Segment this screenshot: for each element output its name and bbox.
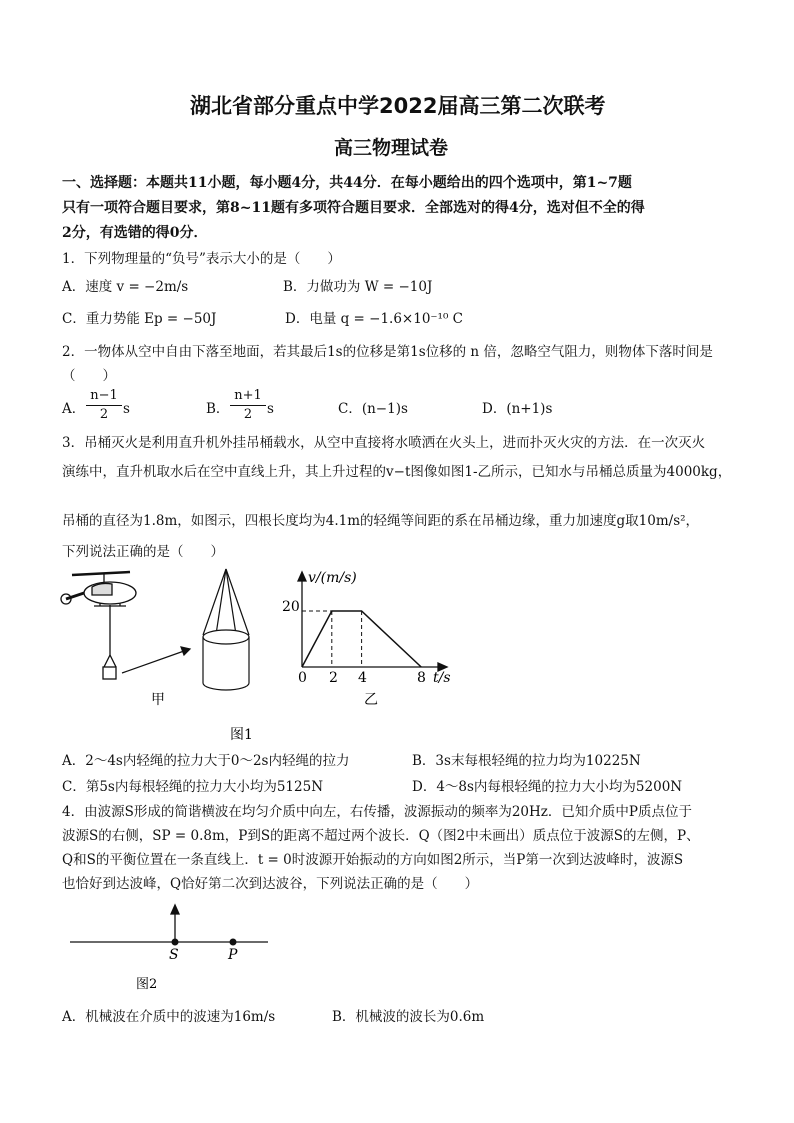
q2-stem-line2: （ ） bbox=[62, 368, 116, 384]
q3-option-d: D．4～8s内每根轻绳的拉力大小均为5200N bbox=[412, 779, 683, 795]
q3-option-c: C．第5s内每根轻绳的拉力大小均为5125N bbox=[62, 779, 324, 795]
fraction-bar bbox=[86, 405, 122, 406]
helicopter-icon bbox=[61, 572, 136, 679]
q3-stem-line3: 吊桶的直径为1.8m，如图示，四根长度均为4.1m的轻绳等间距的系在吊桶边缘，重力加速度g取10m/s²， bbox=[62, 513, 700, 529]
q2-option-d: D．(n+1)s bbox=[482, 401, 553, 417]
figure-1-caption: 图1 bbox=[230, 727, 253, 743]
q4-option-b: B．机械波的波长为0.6m bbox=[332, 1009, 485, 1025]
label-p: P bbox=[228, 947, 238, 963]
vibration-direction-arrow-icon bbox=[171, 905, 179, 942]
arrow-icon bbox=[122, 647, 190, 673]
q2-stem-line1: 2．一物体从空中自由下落至地面，若其最后1s的位移是第1s位移的 n 倍，忽略空气阻力，则物体下落时间是 bbox=[62, 344, 713, 360]
vt-xtick-8: 8 bbox=[417, 670, 426, 686]
q2-option-c: C．(n−1)s bbox=[338, 401, 408, 417]
q2-option-a-unit: s bbox=[123, 401, 130, 417]
q1-stem: 1．下列物理量的“负号”表示大小的是（ ） bbox=[62, 251, 341, 267]
bucket-icon bbox=[203, 569, 249, 690]
section-instruction-2: 只有一项符合题目要求，第8~11题有多项符合题目要求．全部选对的得4分，选对但不全的得 bbox=[62, 200, 645, 216]
q2-option-a-denominator: 2 bbox=[99, 407, 109, 422]
q3-stem-line4: 下列说法正确的是（ ） bbox=[62, 544, 224, 560]
q2-option-a-numerator: n−1 bbox=[90, 388, 118, 403]
q4-stem-line3: Q和S的平衡位置在一条直线上．t = 0时波源开始振动的方向如图2所示，当P第一次到达波峰时，波源S bbox=[62, 852, 684, 868]
q2-option-a-label: A． bbox=[62, 401, 86, 417]
vt-xtick-4: 4 bbox=[358, 670, 367, 686]
figure-2-caption: 图2 bbox=[136, 977, 158, 992]
figure-1 bbox=[0, 565, 794, 765]
label-s: S bbox=[169, 947, 179, 963]
paper-subtitle: 高三物理试卷 bbox=[334, 137, 449, 159]
vt-xlabel: t/s bbox=[433, 670, 451, 686]
vt-dashed-guides bbox=[302, 611, 362, 667]
q4-stem-line2: 波源S的右侧，SP = 0.8m，P到S的距离不超过两个波长．Q（图2中未画出）质点位于波源S的左侧，P、 bbox=[62, 828, 700, 844]
fig-label-yi: 乙 bbox=[364, 692, 378, 708]
q2-option-b-unit: s bbox=[267, 401, 274, 417]
paper-title: 湖北省部分重点中学2022届高三第二次联考 bbox=[190, 94, 606, 118]
fraction-bar bbox=[230, 405, 266, 406]
q4-stem-line4: 也恰好到达波峰，Q恰好第二次到达波谷，下列说法正确的是（ ） bbox=[62, 876, 479, 892]
q3-stem-line1: 3．吊桶灭火是利用直升机外挂吊桶载水，从空中直接将水喷洒在火头上，进而扑灭火灾的方法．在一次灭火 bbox=[62, 435, 706, 451]
q2-option-a-fraction bbox=[86, 388, 122, 423]
q3-stem-line2: 演练中，直升机取水后在空中直线上升，其上升过程的v−t图像如图1-乙所示，已知水与吊桶总质量为4000kg， bbox=[62, 464, 732, 480]
vt-xtick-2: 2 bbox=[329, 670, 338, 686]
q4-stem-line1: 4．由波源S形成的简谐横波在均匀介质中向左，右传播，波源振动的频率为20Hz．已知介质中P质点位于 bbox=[62, 804, 692, 820]
q3-option-a: A．2～4s内轻绳的拉力大于0～2s内轻绳的拉力 bbox=[62, 753, 350, 769]
q1-option-c: C．重力势能 Ep = −50J bbox=[62, 311, 217, 327]
q2-option-b-fraction bbox=[230, 388, 266, 423]
q2-option-b-label: B． bbox=[206, 401, 230, 417]
section-instruction-1: 一、选择题：本题共11小题，每小题4分，共44分．在每小题给出的四个选项中，第1~7题 bbox=[62, 175, 632, 191]
section-instruction-3: 2分，有选错的得0分． bbox=[62, 225, 208, 241]
source-point-s bbox=[172, 939, 179, 946]
vt-xtick-0: 0 bbox=[298, 670, 307, 686]
q2-option-b-denominator: 2 bbox=[243, 407, 253, 422]
q4-option-a: A．机械波在介质中的波速为16m/s bbox=[62, 1009, 276, 1025]
vt-ylabel: v/(m/s) bbox=[308, 570, 357, 586]
q1-option-a: A．速度 v = −2m/s bbox=[62, 279, 189, 295]
fig-label-jia: 甲 bbox=[151, 692, 165, 708]
q1-option-b: B．力做功为 W = −10J bbox=[283, 279, 433, 295]
vt-graph bbox=[282, 570, 451, 686]
point-p bbox=[230, 939, 237, 946]
q3-option-b: B．3s末每根轻绳的拉力均为10225N bbox=[412, 753, 641, 769]
vt-ytick-20: 20 bbox=[282, 599, 300, 615]
q2-option-b-numerator: n+1 bbox=[234, 388, 262, 403]
q1-option-d: D．电量 q = −1.6×10⁻¹⁰ C bbox=[285, 311, 463, 327]
figure-2 bbox=[60, 902, 360, 1002]
